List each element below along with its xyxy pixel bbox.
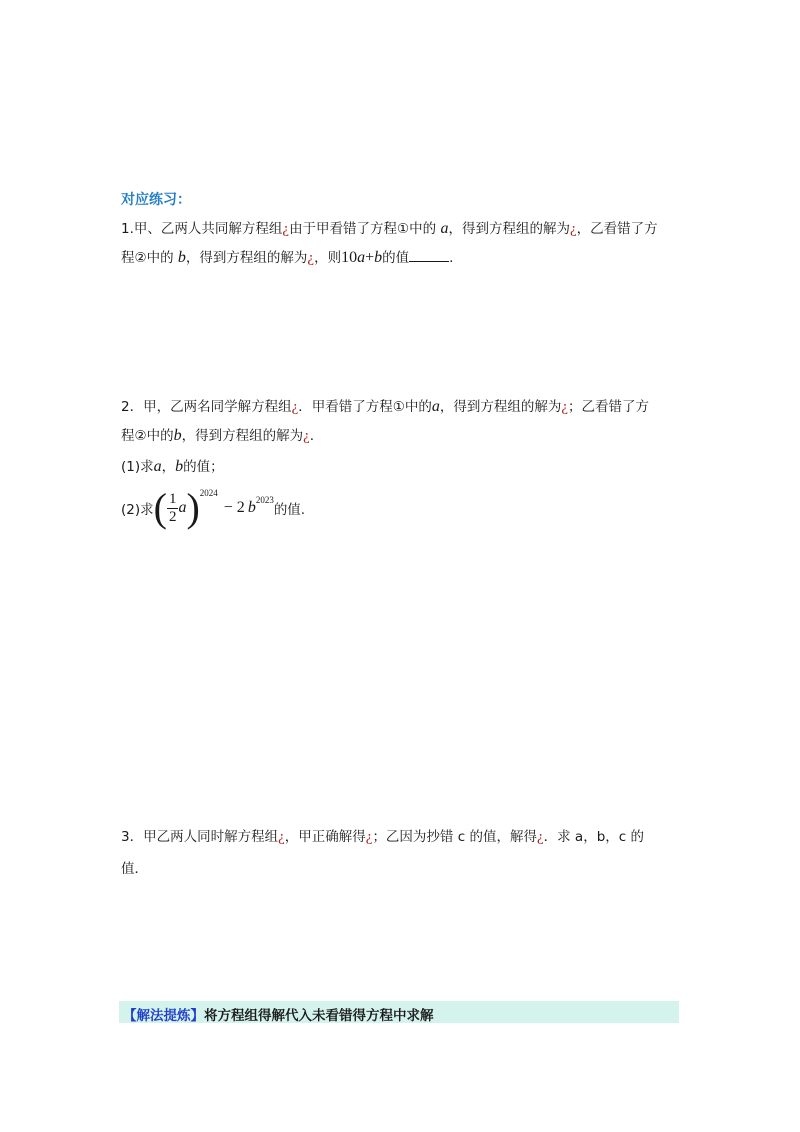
q2-text: (1)求 <box>121 459 154 475</box>
placeholder-glyph: ¿ <box>307 250 315 266</box>
placeholder-glyph: ¿ <box>278 829 285 845</box>
q2-text: . <box>309 428 315 444</box>
placeholder-glyph: ¿ <box>291 399 299 415</box>
q3-text: ．求 a，b，c 的 <box>543 829 644 845</box>
var-b: b <box>177 249 186 266</box>
fraction-one-half <box>167 491 179 526</box>
q3-text: ，甲正确解得 <box>284 829 366 845</box>
left-paren: ( <box>153 485 167 530</box>
q2-text: 的值； <box>183 459 224 475</box>
exponent-2024: 2024 <box>199 488 218 498</box>
placeholder-glyph: ¿ <box>561 399 569 415</box>
q2-text: 的值. <box>273 502 306 518</box>
q1-text: 1.甲、乙两人共同解方程组 <box>121 221 283 237</box>
q2-text: (2)求 <box>121 502 154 518</box>
placeholder-glyph: ¿ <box>569 221 577 237</box>
expr-b: b <box>374 249 383 266</box>
var-a: a <box>153 458 162 475</box>
q1-text: 的值 <box>382 250 410 266</box>
q2-text: ，得到方程组的解为 <box>181 428 304 444</box>
question-2-part-2 <box>121 485 306 530</box>
answer-blank[interactable] <box>409 261 449 262</box>
placeholder-glyph: ¿ <box>282 221 290 237</box>
q1-text: ，得到方程组的解为 <box>185 250 308 266</box>
q3-text: ；乙因为抄错 c 的值，解得 <box>372 829 537 845</box>
question-1-line-1 <box>121 217 658 238</box>
var-a: a <box>431 398 440 415</box>
question-2-part-1 <box>121 455 224 476</box>
var-b: b <box>173 427 182 444</box>
q3-text: 3．甲乙两人同时解方程组 <box>121 829 279 845</box>
q2-text: ，得到方程组的解为 <box>439 399 562 415</box>
fraction-numerator: 1 <box>168 490 177 507</box>
var-a: a <box>178 499 187 516</box>
method-tip-text: 将方程组得解代入未看错得方程中求解 <box>204 1008 434 1024</box>
question-2-line-2 <box>121 424 314 445</box>
section-title: 对应练习： <box>121 192 191 208</box>
q1-text: 程②中的 <box>121 250 178 266</box>
q1-text: ，乙看错了方 <box>576 221 658 237</box>
q1-text: ，则 <box>314 250 342 266</box>
q1-text: . <box>449 250 454 266</box>
q2-text: ．甲看错了方程①中的 <box>298 399 432 415</box>
expr-10: 10 <box>341 249 358 266</box>
expr-a: a <box>357 249 366 266</box>
expr-plus: + <box>365 249 375 266</box>
question-3-line-2: 值． <box>121 861 148 877</box>
var-b: b <box>247 499 256 516</box>
question-3-line-1 <box>121 825 644 846</box>
exponent-2023: 2023 <box>255 495 274 505</box>
method-tip-bar <box>119 1001 679 1023</box>
minus-two: − 2 <box>223 499 245 516</box>
q2-text: ；乙看错了方 <box>568 399 650 415</box>
q1-text: ，得到方程组的解为 <box>448 221 570 237</box>
placeholder-glyph: ¿ <box>365 829 373 845</box>
q1-text: 由于甲看错了方程①中的 <box>289 221 441 237</box>
placeholder-glyph: ¿ <box>536 829 544 845</box>
var-a: a <box>440 220 449 237</box>
q2-text: 程②中的 <box>121 428 174 444</box>
q2-text: ， <box>161 459 176 475</box>
var-b: b <box>175 458 184 475</box>
fraction-denominator: 2 <box>168 508 177 525</box>
method-tip <box>123 1004 434 1024</box>
q2-text: 2．甲，乙两名同学解方程组 <box>121 399 292 415</box>
question-1-line-2 <box>121 246 453 267</box>
question-2-line-1 <box>121 395 649 416</box>
method-tip-label: 【解法提炼】 <box>123 1008 204 1024</box>
placeholder-glyph: ¿ <box>303 428 310 444</box>
right-paren: ) <box>186 485 200 530</box>
